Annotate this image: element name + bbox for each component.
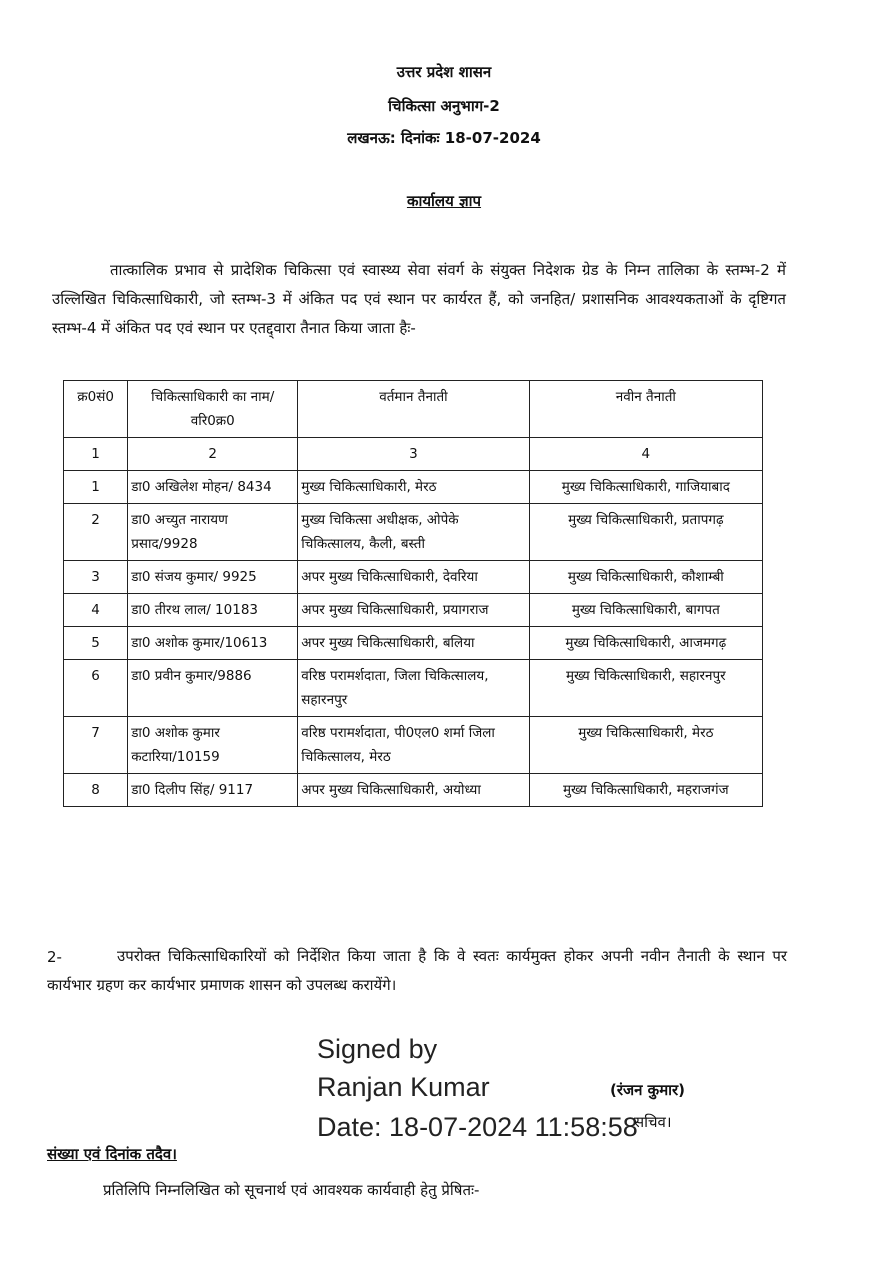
row-name: डा0 दिलीप सिंह/ 9117 (128, 774, 298, 807)
digital-signature-line1: Signed by (317, 1034, 438, 1064)
row-sn: 7 (64, 717, 128, 774)
row-sn: 2 (64, 504, 128, 561)
row-current-posting: मुख्य चिकित्सा अधीक्षक, ओपेके चिकित्सालय, कैली, बस्ती (298, 504, 529, 561)
column-number: 2 (128, 438, 298, 471)
header-government: उत्तर प्रदेश शासन (396, 63, 492, 81)
posting-table (63, 380, 763, 807)
row-name: डा0 प्रवीन कुमार/9886 (128, 660, 298, 717)
row-new-posting: मुख्य चिकित्साधिकारी, आजमगढ़ (529, 627, 762, 660)
table-row (64, 627, 763, 660)
row-current-posting: अपर मुख्य चिकित्साधिकारी, अयोध्या (298, 774, 529, 807)
copy-forward-line: प्रतिलिपि निम्नलिखित को सूचनार्थ एवं आवश्यक कार्यवाही हेतु प्रेषितः- (103, 1181, 480, 1199)
digital-signature-name: Ranjan Kumar (317, 1072, 490, 1102)
row-current-posting: अपर मुख्य चिकित्साधिकारी, प्रयागराज (298, 594, 529, 627)
row-current-posting: वरिष्ठ परामर्शदाता, पी0एल0 शर्मा जिला चिकित्सालय, मेरठ (298, 717, 529, 774)
row-new-posting: मुख्य चिकित्साधिकारी, मेरठ (529, 717, 762, 774)
header-current-posting: वर्तमान तैनाती (298, 381, 529, 438)
signatory-designation: सचिव। (634, 1113, 672, 1131)
header-section: चिकित्सा अनुभाग-2 (388, 97, 500, 115)
row-name: डा0 अशोक कुमार/10613 (128, 627, 298, 660)
row-current-posting: वरिष्ठ परामर्शदाता, जिला चिकित्सालय, सहारनपुर (298, 660, 529, 717)
table-row (64, 561, 763, 594)
reference-line: संख्या एवं दिनांक तदैव। (47, 1145, 177, 1163)
row-sn: 3 (64, 561, 128, 594)
row-new-posting: मुख्य चिकित्साधिकारी, बागपत (529, 594, 762, 627)
header-new-posting: नवीन तैनाती (529, 381, 762, 438)
row-new-posting: मुख्य चिकित्साधिकारी, गाजियाबाद (529, 471, 762, 504)
column-number: 3 (298, 438, 529, 471)
intro-paragraph: तात्कालिक प्रभाव से प्रादेशिक चिकित्सा एवं स्वास्थ्य सेवा संवर्ग के संयुक्त निदेशक ग्रेड के निम्न तालिका के स्तम्भ-2 में उल्लिखित चिकित्साधिकारी, जो स्तम्भ-3 में अंकित पद एवं स्थान पर कार्यरत हैं, को जनहित/ प्रशासनिक आवश्यकताओं के दृष्टिगत स्तम्भ-4 में अंकित पद एवं स्थान पर एतद्द्वारा तैनात किया जाता हैः- (52, 261, 786, 337)
header-name: चिकित्साधिकारी का नाम/ वरि0क्र0 (128, 381, 298, 438)
row-name: डा0 संजय कुमार/ 9925 (128, 561, 298, 594)
row-new-posting: मुख्य चिकित्साधिकारी, कौशाम्बी (529, 561, 762, 594)
table-row (64, 471, 763, 504)
para2-number: 2- (47, 948, 62, 966)
row-sn: 6 (64, 660, 128, 717)
table-row (64, 504, 763, 561)
row-new-posting: मुख्य चिकित्साधिकारी, महराजगंज (529, 774, 762, 807)
header-sn: क्र0सं0 (64, 381, 128, 438)
row-name: डा0 अच्युत नारायण प्रसाद/9928 (128, 504, 298, 561)
header-place-date: लखनऊ: दिनांकः 18-07-2024 (347, 129, 541, 147)
para2-text: उपरोक्त चिकित्साधिकारियों को निर्देशित किया जाता है कि वे स्वतः कार्यमुक्त होकर अपनी नवीन तैनाती के स्थान पर कार्यभार ग्रहण कर कार्यभार प्रमाणक शासन को उपलब्ध करायेंगे। (47, 947, 787, 994)
table-header-row (64, 381, 763, 438)
row-name: डा0 तीरथ लाल/ 10183 (128, 594, 298, 627)
row-current-posting: मुख्य चिकित्साधिकारी, मेरठ (298, 471, 529, 504)
table-row (64, 660, 763, 717)
table-row (64, 594, 763, 627)
row-sn: 8 (64, 774, 128, 807)
row-current-posting: अपर मुख्य चिकित्साधिकारी, बलिया (298, 627, 529, 660)
table-row (64, 774, 763, 807)
column-number-row (64, 438, 763, 471)
row-name: डा0 अखिलेश मोहन/ 8434 (128, 471, 298, 504)
column-number: 1 (64, 438, 128, 471)
row-sn: 4 (64, 594, 128, 627)
table-row (64, 717, 763, 774)
column-number: 4 (529, 438, 762, 471)
row-sn: 5 (64, 627, 128, 660)
row-sn: 1 (64, 471, 128, 504)
document-title: कार्यालय ज्ञाप (406, 192, 482, 210)
row-current-posting: अपर मुख्य चिकित्साधिकारी, देवरिया (298, 561, 529, 594)
row-name: डा0 अशोक कुमार कटारिया/10159 (128, 717, 298, 774)
row-new-posting: मुख्य चिकित्साधिकारी, प्रतापगढ़ (529, 504, 762, 561)
row-new-posting: मुख्य चिकित्साधिकारी, सहारनपुर (529, 660, 762, 717)
signatory-name-hindi: (रंजन कुमार) (610, 1081, 686, 1099)
digital-signature-date: Date: 18-07-2024 11:58:58 (317, 1112, 638, 1142)
